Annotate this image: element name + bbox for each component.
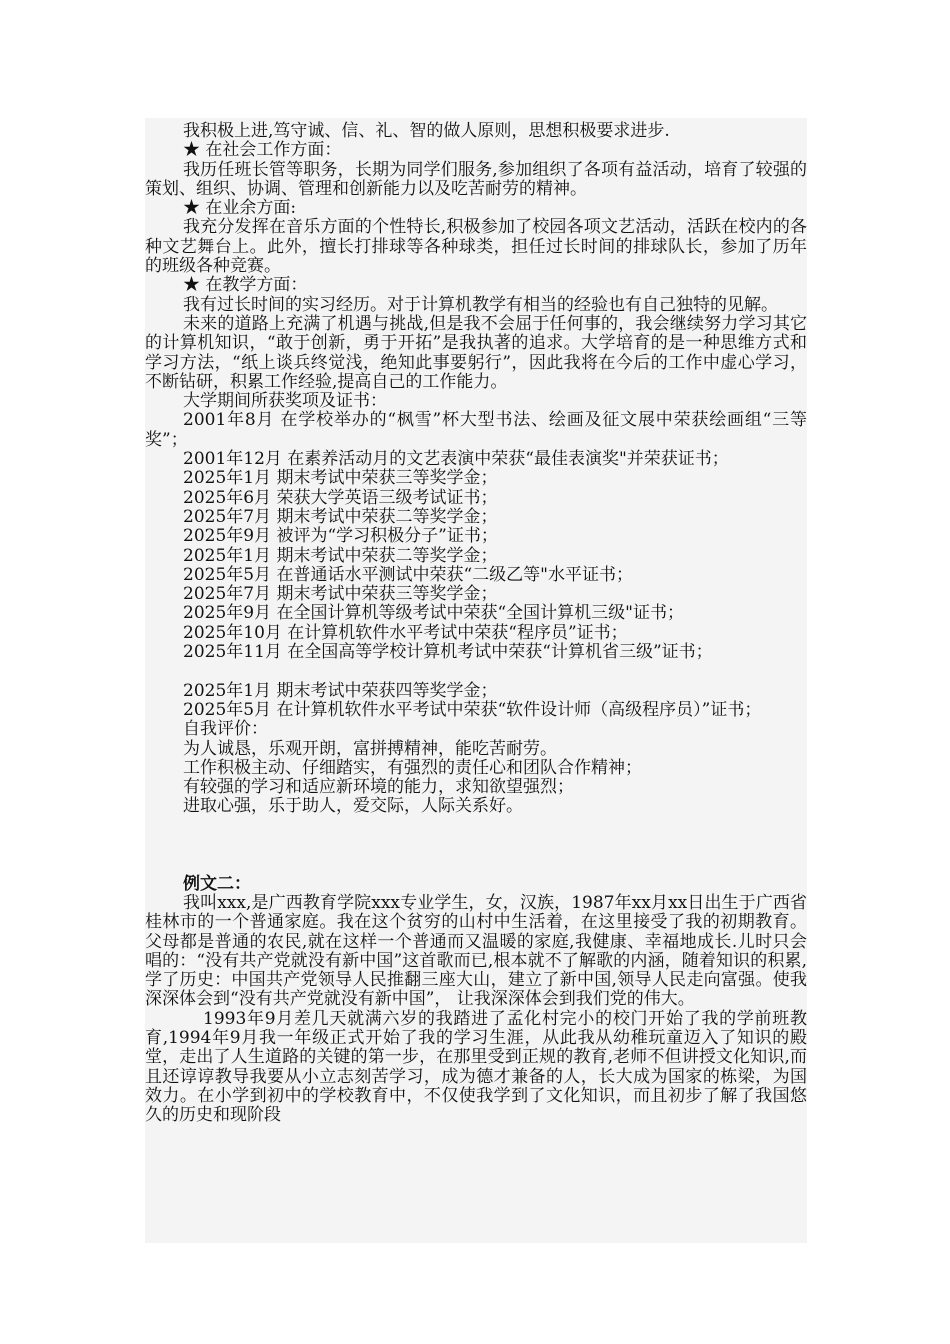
award-item: 2025年5月 在计算机软件水平考试中荣获“软件设计师（高级程序员）”证书；	[183, 699, 762, 720]
document-body	[145, 122, 807, 1126]
award-item: 2025年5月 在普通话水平测试中荣获“二级乙等"水平证书；	[183, 564, 633, 585]
award-item: 2025年10月 在计算机软件水平考试中荣获“程序员”证书；	[183, 622, 628, 643]
award-item: 2001年12月 在素养活动月的文艺表演中荣获“最佳表演奖"并荣获证书；	[183, 449, 729, 470]
section-bullet-leisure: ★ 在业余方面:	[183, 198, 297, 219]
award-item: 2025年7月 期末考试中荣获三等奖学金；	[183, 584, 498, 605]
award-item: 2025年1月 期末考试中荣获三等奖学金；	[183, 468, 498, 489]
paragraph: 我积极上进,笃守诚、信、礼、智的做人原则，思想积极要求进步.	[183, 121, 670, 141]
award-item: 2025年9月 在全国计算机等级考试中荣获“全国计算机三级"证书；	[183, 603, 684, 624]
paragraph: 1993年9月差几天就满六岁的我踏进了孟化村完小的校门开始了我的学前班教育,1994年9月我一年级正式开始了我的学习生涯，从此我从幼稚玩童迈入了知识的殿堂，走出了人生道路的关键的第一步，在那里受到正规的教育,老师不但讲授文化知识,而且还谆谆教导我要从小立志刻苦学习，成为德才兼备的人，长大成为国家的栋梁，为国效力。在小学到初中的学校教育中，不仅使我学到了文化知识，而且初步了解了我国悠久的历史和现阶段	[145, 1008, 807, 1126]
section-bullet-teaching: ★ 在教学方面：	[183, 275, 308, 296]
award-item: 2025年1月 期末考试中荣获二等奖学金；	[183, 545, 498, 566]
paragraph: 我有过长时间的实习经历。对于计算机教学有相当的经验也有自己独特的见解。	[183, 294, 778, 315]
self-evaluation-item: 为人诚恳，乐观开朗，富拼搏精神，能吃苦耐劳。	[183, 738, 557, 759]
paragraph: 未来的道路上充满了机遇与挑战,但是我不会屈于任何事的，我会继续努力学习其它的计算机知识，“敢于创新，勇于开拓”是我执著的追求。大学培育的是一种思维方式和学习方法，“纸上谈兵终觉浅，绝知此事要躬行”，因此我将在今后的工作中虚心学习，不断钻研，积累工作经验,提高自己的工作能力。	[145, 313, 807, 392]
section-gap	[145, 817, 807, 875]
example-two-heading: 例文二：	[183, 873, 251, 894]
self-evaluation-item: 工作积极主动、仔细踏实，有强烈的责任心和团队合作精神；	[183, 757, 642, 778]
paragraph: 我充分发挥在音乐方面的个性特长,积极参加了校园各项文艺活动，活跃在校内的各种文艺舞台上。此外，擅长打排球等各种球类，担任过长时间的排球队长，参加了历年的班级各种竞赛。	[145, 217, 807, 277]
award-item: 2001年8月 在学校举办的“枫雪”杯大型书法、绘画及征文展中荣获绘画组“三等奖”；	[145, 410, 807, 450]
self-evaluation-item: 有较强的学习和适应新环境的能力，求知欲望强烈；	[183, 777, 574, 798]
award-item: 2025年7月 期末考试中荣获二等奖学金；	[183, 506, 498, 527]
award-item: 2025年9月 被评为“学习积极分子”证书；	[183, 526, 498, 547]
self-evaluation-heading: 自我评价：	[183, 719, 268, 740]
award-item: 2025年1月 期末考试中荣获四等奖学金；	[183, 680, 498, 701]
section-bullet-social: ★ 在社会工作方面：	[183, 140, 342, 161]
award-item: 2025年6月 荣获大学英语三级考试证书；	[183, 487, 498, 508]
self-evaluation-item: 进取心强，乐于助人，爱交际，人际关系好。	[183, 796, 523, 817]
blank-line	[145, 662, 807, 681]
awards-heading: 大学期间所获奖项及证书：	[183, 391, 387, 412]
award-item: 2025年11月 在全国高等学校计算机考试中荣获“计算机省三级”证书；	[183, 642, 713, 663]
paragraph: 我历任班长管等职务，长期为同学们服务,参加组织了各项有益活动，培育了较强的策划、组织、协调、管理和创新能力以及吃苦耐劳的精神。	[145, 159, 807, 199]
paragraph: 我叫xxx,是广西教育学院xxx专业学生，女，汉族，1987年xx月xx日出生于广西省桂林市的一个普通家庭。我在这个贫穷的山村中生活着，在这里接受了我的初期教育。父母都是普通的农民,就在这样一个普通而又温暖的家庭,我健康、幸福地成长.儿时只会唱的：“没有共产党就没有新中国”这首歌而已,根本就不了解歌的内涵，随着知识的积累,学了历史：中国共产党领导人民推翻三座大山，建立了新中国,领导人民走向富强。使我深深体会到“没有共产党就没有新中国”， 让我深深体会到我们党的伟大。	[145, 892, 807, 1010]
